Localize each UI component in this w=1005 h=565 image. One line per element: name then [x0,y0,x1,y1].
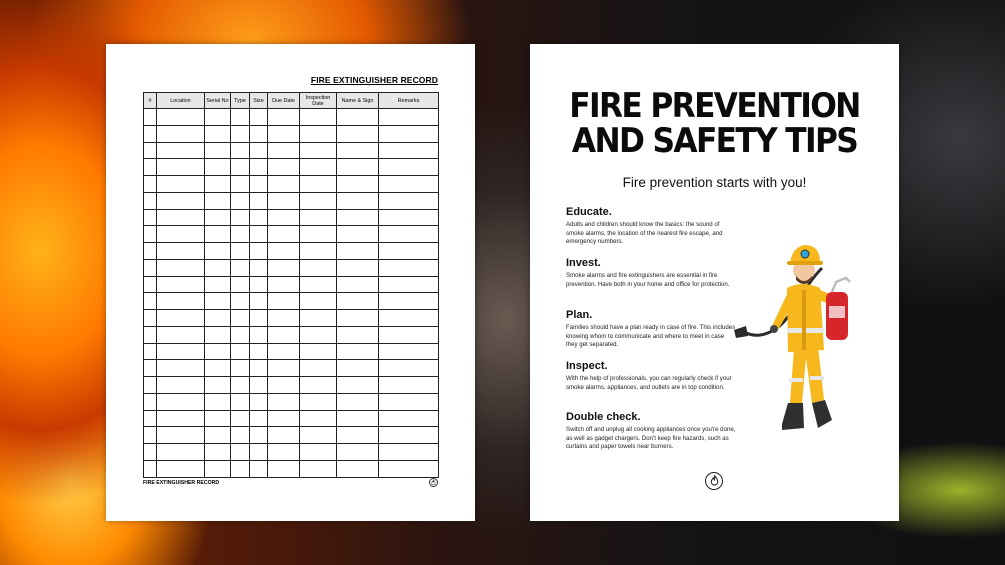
table-cell [231,377,250,394]
table-cell [379,176,439,193]
table-cell [268,377,300,394]
table-cell [144,109,157,126]
table-cell [268,142,300,159]
table-cell [231,192,250,209]
col-type: Type [231,93,250,109]
table-cell [231,293,250,310]
table-cell [300,176,337,193]
table-cell [144,192,157,209]
table-cell [337,360,379,377]
table-cell [379,109,439,126]
table-cell [337,243,379,260]
table-cell [379,427,439,444]
table-cell [250,427,268,444]
table-cell [144,410,157,427]
table-cell [268,393,300,410]
tip-body: Switch off and unplug all cooking appliances once you're done, as well as gadget chargers. Don't keep fire hazards, such as curtains and paper towels near burners. [566,426,736,451]
table-cell [268,293,300,310]
table-cell [300,192,337,209]
table-cell [379,360,439,377]
table-cell [250,310,268,327]
table-cell [231,360,250,377]
table-cell [268,343,300,360]
table-cell [231,427,250,444]
table-cell [300,209,337,226]
table-cell [205,243,231,260]
table-cell [268,310,300,327]
table-cell [231,326,250,343]
table-cell [268,159,300,176]
table-cell [379,460,439,477]
table-cell [205,159,231,176]
table-cell [231,343,250,360]
tip-plan [566,309,736,350]
table-cell [157,109,205,126]
col-inspection-date: Inspection Date [300,93,337,109]
table-cell [231,444,250,461]
table-cell [205,226,231,243]
table-cell [268,427,300,444]
table-cell [157,410,205,427]
table-cell [144,259,157,276]
table-cell [300,259,337,276]
record-page [106,44,475,521]
table-cell [337,176,379,193]
table-cell [268,259,300,276]
table-cell [250,410,268,427]
table-cell [379,310,439,327]
table-cell [379,276,439,293]
table-cell [250,377,268,394]
table-cell [379,243,439,260]
table-cell [337,109,379,126]
table-cell [268,410,300,427]
table-cell [300,326,337,343]
table-cell [250,293,268,310]
table-cell [250,360,268,377]
table-cell [157,310,205,327]
tip-educate [566,206,736,247]
table-cell [250,109,268,126]
table-cell [157,192,205,209]
col-name-sign: Name & Sign [337,93,379,109]
table-cell [231,226,250,243]
table-row [144,377,439,394]
table-cell [144,326,157,343]
table-row [144,276,439,293]
table-cell [144,293,157,310]
tip-invest [566,257,736,289]
col-location: Location [157,93,205,109]
table-cell [205,209,231,226]
table-cell [157,460,205,477]
table-cell [300,276,337,293]
table-cell [337,142,379,159]
table-cell [231,259,250,276]
table-cell [337,377,379,394]
table-cell [231,393,250,410]
table-cell [250,125,268,142]
table-cell [337,276,379,293]
table-row [144,326,439,343]
table-cell [157,293,205,310]
table-cell [157,393,205,410]
table-cell [268,109,300,126]
table-cell [144,176,157,193]
table-row [144,125,439,142]
table-cell [337,326,379,343]
table-cell [205,293,231,310]
table-cell [379,326,439,343]
table-cell [231,109,250,126]
table-cell [157,226,205,243]
table-cell [205,393,231,410]
tip-body: Adults and children should know the basics: the sound of smoke alarms, the location of the nearest fire escape, and emergency numbers. [566,221,723,246]
tip-heading: Double check. [566,411,641,423]
flame-logo-icon [705,472,723,490]
table-cell [144,226,157,243]
table-cell [157,326,205,343]
table-cell [231,310,250,327]
table-cell [300,125,337,142]
table-cell [300,159,337,176]
table-cell [250,159,268,176]
table-cell [144,142,157,159]
table-cell [231,125,250,142]
table-cell [300,243,337,260]
table-cell [379,142,439,159]
table-row [144,142,439,159]
table-cell [250,142,268,159]
table-cell [205,192,231,209]
table-cell [205,310,231,327]
table-cell [337,427,379,444]
col-serial-no: Serial No [205,93,231,109]
table-cell [157,125,205,142]
table-cell [205,410,231,427]
table-cell [300,310,337,327]
table-cell [144,393,157,410]
table-cell [379,226,439,243]
record-footer: FIRE EXTINGUISHER RECORD [143,480,220,486]
table-cell [337,310,379,327]
table-cell [250,326,268,343]
tip-heading: Plan. [566,309,593,321]
table-cell [231,460,250,477]
table-cell [250,176,268,193]
table-cell [337,226,379,243]
table-cell [337,293,379,310]
table-cell [144,427,157,444]
table-row [144,444,439,461]
table-cell [300,343,337,360]
table-cell [205,460,231,477]
table-cell [379,444,439,461]
table-cell [205,259,231,276]
table-cell [205,377,231,394]
tip-double-check [566,411,736,452]
table-cell [231,276,250,293]
table-cell [379,209,439,226]
table-cell [231,159,250,176]
tip-body: Families should have a plan ready in case of fire. This includes knowing whom to communicate and where to meet in case they get separated. [566,324,736,349]
table-row [144,310,439,327]
col-number: # [144,93,157,109]
table-cell [300,444,337,461]
table-row [144,460,439,477]
table-cell [337,444,379,461]
table-cell [250,192,268,209]
table-row [144,410,439,427]
table-cell [300,410,337,427]
table-cell [157,176,205,193]
table-cell [144,377,157,394]
table-cell [205,142,231,159]
table-cell [157,377,205,394]
table-cell [205,109,231,126]
table-cell [205,276,231,293]
table-row [144,192,439,209]
table-cell [157,427,205,444]
table-cell [144,310,157,327]
firefighter-with-extinguisher-icon [732,228,867,448]
table-cell [268,460,300,477]
table-cell [337,410,379,427]
tips-subtitle: Fire prevention starts with you! [622,175,807,190]
table-cell [379,410,439,427]
table-cell [231,176,250,193]
table-cell [337,209,379,226]
table-cell [268,276,300,293]
table-row [144,343,439,360]
table-cell [379,377,439,394]
table-cell [157,243,205,260]
table-cell [379,293,439,310]
table-cell [268,444,300,461]
table-cell [205,176,231,193]
table-cell [337,259,379,276]
table-cell [337,159,379,176]
table-cell [157,444,205,461]
table-cell [379,393,439,410]
col-due-date: Due Date [268,93,300,109]
tips-title-line-2: AND SAFETY TIPS [571,121,858,161]
table-cell [300,360,337,377]
col-size: Size [250,93,268,109]
table-cell [379,159,439,176]
table-row [144,209,439,226]
table-row [144,293,439,310]
table-cell [337,192,379,209]
table-cell [250,226,268,243]
tip-inspect [566,360,736,392]
table-row [144,226,439,243]
table-cell [300,393,337,410]
table-cell [268,226,300,243]
table-cell [205,326,231,343]
record-table [143,92,439,478]
table-row [144,159,439,176]
tip-heading: Inspect. [566,360,608,372]
table-cell [157,209,205,226]
table-cell [300,460,337,477]
table-cell [250,343,268,360]
table-cell [157,343,205,360]
table-cell [205,125,231,142]
table-cell [379,259,439,276]
table-cell [300,377,337,394]
table-cell [268,326,300,343]
table-cell [144,343,157,360]
table-cell [250,276,268,293]
table-cell [250,393,268,410]
table-cell [250,243,268,260]
table-cell [205,360,231,377]
table-cell [157,259,205,276]
col-remarks: Remarks [379,93,439,109]
tip-heading: Educate. [566,206,612,218]
table-cell [250,209,268,226]
table-cell [268,192,300,209]
table-cell [300,109,337,126]
table-cell [231,142,250,159]
flame-logo-icon [429,478,438,487]
record-body [144,109,439,478]
table-cell [250,444,268,461]
table-row [144,393,439,410]
tips-title-line-1: FIRE PREVENTION [569,86,860,126]
table-cell [379,192,439,209]
table-row [144,427,439,444]
table-cell [205,343,231,360]
table-cell [205,444,231,461]
table-cell [231,243,250,260]
table-cell [337,125,379,142]
table-cell [268,360,300,377]
table-cell [231,410,250,427]
tips-page [530,44,899,521]
table-cell [337,393,379,410]
table-cell [157,159,205,176]
record-title: FIRE EXTINGUISHER RECORD [310,75,438,85]
table-cell [268,209,300,226]
table-row [144,360,439,377]
table-cell [337,343,379,360]
table-cell [144,444,157,461]
tip-heading: Invest. [566,257,601,269]
record-header-row [144,93,439,109]
table-cell [144,360,157,377]
table-cell [379,125,439,142]
table-cell [205,427,231,444]
table-cell [144,460,157,477]
table-cell [231,209,250,226]
table-cell [144,276,157,293]
table-cell [268,243,300,260]
table-row [144,243,439,260]
table-cell [250,460,268,477]
table-row [144,176,439,193]
table-cell [300,142,337,159]
table-cell [300,293,337,310]
table-cell [157,142,205,159]
table-row [144,109,439,126]
table-cell [337,460,379,477]
table-row [144,259,439,276]
table-cell [268,125,300,142]
tip-body: Smoke alarms and fire extinguishers are essential in fire prevention. Have both in your home and office for protection. [566,272,730,288]
table-cell [144,159,157,176]
table-cell [300,427,337,444]
table-cell [250,259,268,276]
table-cell [157,360,205,377]
table-cell [144,125,157,142]
table-cell [157,276,205,293]
table-cell [268,176,300,193]
tip-body: With the help of professionals, you can regularly check if your smoke alarms, appliances, and outlets are in top condition. [566,375,732,391]
table-cell [144,243,157,260]
table-cell [300,226,337,243]
table-cell [144,209,157,226]
table-cell [379,343,439,360]
